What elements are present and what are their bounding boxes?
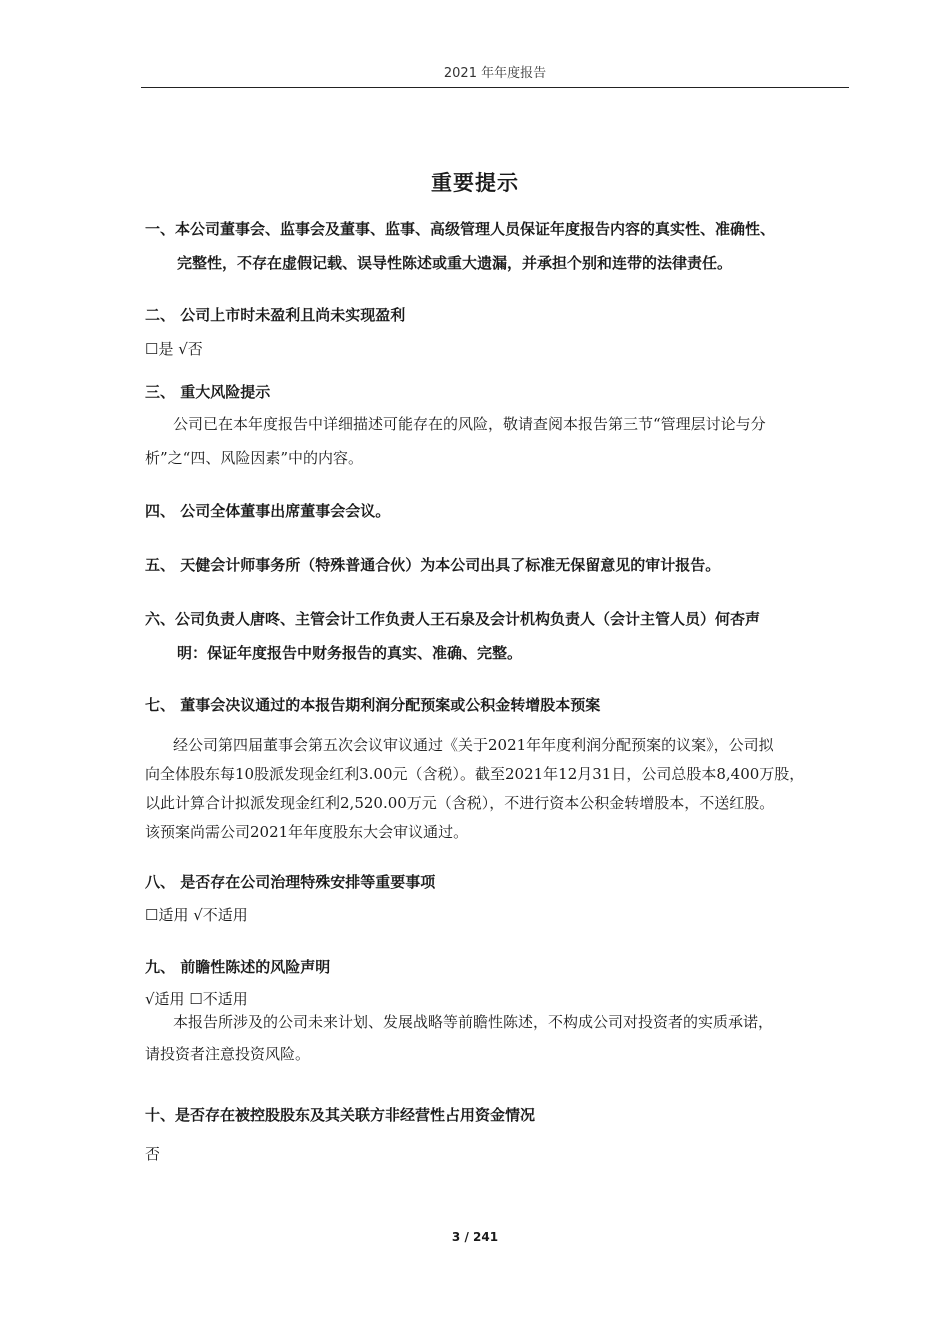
section-2-answer: ☐是 √否 (145, 340, 203, 358)
section-3-heading: 三、 重大风险提示 (145, 383, 271, 401)
section-9-line-1: 本报告所涉及的公司未来计划、发展战略等前瞻性陈述，不构成公司对投资者的实质承诺， (173, 1013, 774, 1031)
section-10-heading: 十、是否存在被控股股东及其关联方非经营性占用资金情况 (145, 1106, 536, 1124)
section-5-heading: 五、 天健会计师事务所（特殊普通合伙）为本公司出具了标准无保留意见的审计报告。 (145, 556, 721, 574)
section-9-line-2: 请投资者注意投资风险。 (145, 1045, 311, 1063)
section-7-line-2: 向全体股东每10股派发现金红利3.00元（含税）。截至2021年12月31日，公司总股本8,400万股， (145, 765, 805, 783)
section-8-answer: ☐适用 √不适用 (145, 906, 248, 924)
section-7-heading: 七、 董事会决议通过的本报告期利润分配预案或公积金转增股本预案 (145, 696, 601, 714)
section-6-line-1: 六、公司负责人唐咚、主管会计工作负责人王石泉及会计机构负责人（会计主管人员）何杏声 (145, 610, 761, 628)
section-7-line-3: 以此计算合计拟派发现金红利2,520.00万元（含税），不进行资本公积金转增股本，不送红股。 (145, 794, 775, 812)
page-number: 3 / 241 (451, 1230, 499, 1244)
section-3-line-2: 析”之“四、风险因素”中的内容。 (145, 449, 364, 467)
section-10-answer: 否 (145, 1145, 161, 1163)
section-8-heading: 八、 是否存在公司治理特殊安排等重要事项 (145, 873, 436, 891)
section-2-heading: 二、 公司上市时未盈利且尚未实现盈利 (145, 306, 406, 324)
section-7-line-1: 经公司第四届董事会第五次会议审议通过《关于2021年年度利润分配预案的议案》，公司拟 (173, 736, 774, 754)
page-header: 2021 年年度报告 (443, 66, 547, 81)
section-9-heading: 九、 前瞻性陈述的风险声明 (145, 958, 331, 976)
section-6-line-2: 明：保证年度报告中财务报告的真实、准确、完整。 (177, 644, 523, 662)
section-9-answer: √适用 ☐不适用 (145, 990, 248, 1008)
section-1-line-1: 一、本公司董事会、监事会及董事、监事、高级管理人员保证年度报告内容的真实性、准确性、 (145, 220, 776, 238)
document-title: 重要提示 (431, 171, 519, 195)
section-4-heading: 四、 公司全体董事出席董事会会议。 (145, 502, 391, 520)
header-rule (141, 87, 849, 88)
section-7-line-4: 该预案尚需公司2021年年度股东大会审议通过。 (145, 823, 469, 841)
section-1-line-2: 完整性，不存在虚假记载、误导性陈述或重大遗漏，并承担个别和连带的法律责任。 (177, 254, 733, 272)
section-3-line-1: 公司已在本年度报告中详细描述可能存在的风险，敬请查阅本报告第三节“管理层讨论与分 (173, 415, 766, 433)
